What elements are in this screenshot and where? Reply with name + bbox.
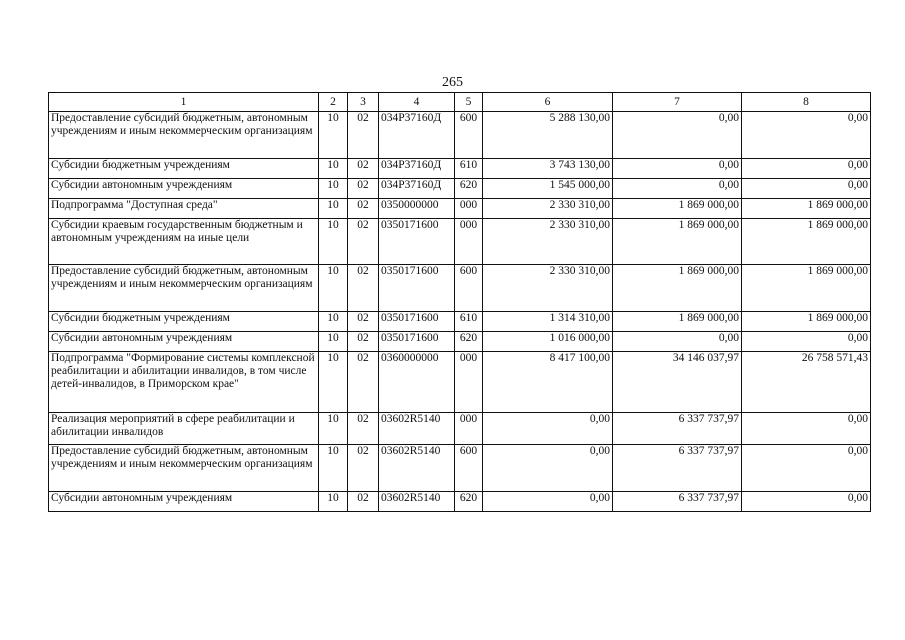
row-name-cell: Предоставление субсидий бюджетным, автономным учреждениям и иным некоммерческим организациям bbox=[49, 265, 319, 312]
column-header: 8 bbox=[742, 93, 871, 112]
row-expense-type-cell: 000 bbox=[455, 413, 483, 445]
table-row bbox=[49, 413, 871, 445]
row-amount-col7-cell: 0,00 bbox=[613, 179, 742, 199]
row-expense-type-cell: 000 bbox=[455, 219, 483, 265]
table-row bbox=[49, 112, 871, 159]
row-subsection-cell: 02 bbox=[348, 312, 379, 332]
row-subsection-cell: 02 bbox=[348, 492, 379, 512]
row-target-article-cell: 03602R5140 bbox=[379, 413, 455, 445]
row-amount-col7-cell: 1 869 000,00 bbox=[613, 199, 742, 219]
row-section-cell: 10 bbox=[319, 413, 348, 445]
column-header: 5 bbox=[455, 93, 483, 112]
row-section-cell: 10 bbox=[319, 179, 348, 199]
row-target-article-cell: 0350171600 bbox=[379, 219, 455, 265]
row-expense-type-cell: 000 bbox=[455, 199, 483, 219]
row-amount-col6-cell: 0,00 bbox=[483, 492, 613, 512]
row-section-cell: 10 bbox=[319, 352, 348, 413]
row-amount-col8-cell: 0,00 bbox=[742, 159, 871, 179]
row-target-article-cell: 0350000000 bbox=[379, 199, 455, 219]
table-row bbox=[49, 352, 871, 413]
row-amount-col6-cell: 8 417 100,00 bbox=[483, 352, 613, 413]
row-expense-type-cell: 600 bbox=[455, 265, 483, 312]
row-amount-col8-cell: 0,00 bbox=[742, 413, 871, 445]
table-row bbox=[49, 312, 871, 332]
row-amount-col7-cell: 6 337 737,97 bbox=[613, 445, 742, 492]
table-row bbox=[49, 492, 871, 512]
column-header: 7 bbox=[613, 93, 742, 112]
table-row bbox=[49, 199, 871, 219]
row-target-article-cell: 034P37160Д bbox=[379, 179, 455, 199]
row-amount-col7-cell: 0,00 bbox=[613, 159, 742, 179]
row-amount-col7-cell: 1 869 000,00 bbox=[613, 265, 742, 312]
row-name-cell: Подпрограмма "Формирование системы комплексной реабилитации и абилитации инвалидов, в том числе детей-инвалидов, в Приморском крае" bbox=[49, 352, 319, 413]
row-section-cell: 10 bbox=[319, 492, 348, 512]
row-section-cell: 10 bbox=[319, 312, 348, 332]
row-subsection-cell: 02 bbox=[348, 219, 379, 265]
row-name-cell: Субсидии краевым государственным бюджетным и автономным учреждениям на иные цели bbox=[49, 219, 319, 265]
row-subsection-cell: 02 bbox=[348, 179, 379, 199]
row-amount-col7-cell: 1 869 000,00 bbox=[613, 219, 742, 265]
row-subsection-cell: 02 bbox=[348, 413, 379, 445]
row-section-cell: 10 bbox=[319, 159, 348, 179]
page-number: 265 bbox=[442, 75, 463, 90]
row-name-cell: Подпрограмма "Доступная среда" bbox=[49, 199, 319, 219]
column-header: 2 bbox=[319, 93, 348, 112]
row-target-article-cell: 0350171600 bbox=[379, 265, 455, 312]
row-amount-col8-cell: 0,00 bbox=[742, 112, 871, 159]
row-amount-col7-cell: 1 869 000,00 bbox=[613, 312, 742, 332]
row-section-cell: 10 bbox=[319, 112, 348, 159]
row-expense-type-cell: 620 bbox=[455, 332, 483, 352]
row-amount-col7-cell: 34 146 037,97 bbox=[613, 352, 742, 413]
row-amount-col8-cell: 0,00 bbox=[742, 332, 871, 352]
row-amount-col8-cell: 0,00 bbox=[742, 492, 871, 512]
row-target-article-cell: 034P37160Д bbox=[379, 159, 455, 179]
row-amount-col8-cell: 1 869 000,00 bbox=[742, 199, 871, 219]
row-name-cell: Предоставление субсидий бюджетным, автономным учреждениям и иным некоммерческим организациям bbox=[49, 112, 319, 159]
row-subsection-cell: 02 bbox=[348, 112, 379, 159]
row-amount-col8-cell: 1 869 000,00 bbox=[742, 312, 871, 332]
row-amount-col6-cell: 3 743 130,00 bbox=[483, 159, 613, 179]
row-target-article-cell: 03602R5140 bbox=[379, 445, 455, 492]
row-amount-col8-cell: 0,00 bbox=[742, 179, 871, 199]
table-row bbox=[49, 265, 871, 312]
row-expense-type-cell: 610 bbox=[455, 159, 483, 179]
row-amount-col6-cell: 1 545 000,00 bbox=[483, 179, 613, 199]
row-amount-col6-cell: 0,00 bbox=[483, 413, 613, 445]
row-name-cell: Субсидии бюджетным учреждениям bbox=[49, 312, 319, 332]
row-amount-col7-cell: 6 337 737,97 bbox=[613, 413, 742, 445]
row-amount-col6-cell: 2 330 310,00 bbox=[483, 199, 613, 219]
row-name-cell: Предоставление субсидий бюджетным, автономным учреждениям и иным некоммерческим организациям bbox=[49, 445, 319, 492]
row-amount-col6-cell: 5 288 130,00 bbox=[483, 112, 613, 159]
budget-table bbox=[48, 92, 871, 512]
table-row bbox=[49, 445, 871, 492]
header-row bbox=[49, 93, 871, 112]
row-name-cell: Субсидии бюджетным учреждениям bbox=[49, 159, 319, 179]
row-amount-col8-cell: 1 869 000,00 bbox=[742, 265, 871, 312]
table-row bbox=[49, 179, 871, 199]
row-name-cell: Реализация мероприятий в сфере реабилитации и абилитации инвалидов bbox=[49, 413, 319, 445]
row-expense-type-cell: 000 bbox=[455, 352, 483, 413]
row-name-cell: Субсидии автономным учреждениям bbox=[49, 332, 319, 352]
row-target-article-cell: 034P37160Д bbox=[379, 112, 455, 159]
row-expense-type-cell: 620 bbox=[455, 179, 483, 199]
row-section-cell: 10 bbox=[319, 199, 348, 219]
row-subsection-cell: 02 bbox=[348, 159, 379, 179]
column-header: 4 bbox=[379, 93, 455, 112]
row-amount-col7-cell: 6 337 737,97 bbox=[613, 492, 742, 512]
row-amount-col6-cell: 2 330 310,00 bbox=[483, 265, 613, 312]
row-expense-type-cell: 620 bbox=[455, 492, 483, 512]
row-target-article-cell: 03602R5140 bbox=[379, 492, 455, 512]
column-header: 3 bbox=[348, 93, 379, 112]
row-subsection-cell: 02 bbox=[348, 332, 379, 352]
row-section-cell: 10 bbox=[319, 265, 348, 312]
row-name-cell: Субсидии автономным учреждениям bbox=[49, 492, 319, 512]
row-expense-type-cell: 600 bbox=[455, 112, 483, 159]
row-expense-type-cell: 600 bbox=[455, 445, 483, 492]
row-subsection-cell: 02 bbox=[348, 265, 379, 312]
row-expense-type-cell: 610 bbox=[455, 312, 483, 332]
row-subsection-cell: 02 bbox=[348, 445, 379, 492]
row-section-cell: 10 bbox=[319, 219, 348, 265]
row-section-cell: 10 bbox=[319, 332, 348, 352]
row-amount-col6-cell: 1 314 310,00 bbox=[483, 312, 613, 332]
row-subsection-cell: 02 bbox=[348, 352, 379, 413]
row-amount-col6-cell: 2 330 310,00 bbox=[483, 219, 613, 265]
column-header: 6 bbox=[483, 93, 613, 112]
row-name-cell: Субсидии автономным учреждениям bbox=[49, 179, 319, 199]
row-amount-col7-cell: 0,00 bbox=[613, 112, 742, 159]
row-amount-col8-cell: 0,00 bbox=[742, 445, 871, 492]
table-row bbox=[49, 159, 871, 179]
row-target-article-cell: 0360000000 bbox=[379, 352, 455, 413]
column-header: 1 bbox=[49, 93, 319, 112]
row-amount-col8-cell: 1 869 000,00 bbox=[742, 219, 871, 265]
row-amount-col6-cell: 0,00 bbox=[483, 445, 613, 492]
row-subsection-cell: 02 bbox=[348, 199, 379, 219]
row-target-article-cell: 0350171600 bbox=[379, 332, 455, 352]
row-amount-col7-cell: 0,00 bbox=[613, 332, 742, 352]
table-row bbox=[49, 219, 871, 265]
row-target-article-cell: 0350171600 bbox=[379, 312, 455, 332]
row-amount-col6-cell: 1 016 000,00 bbox=[483, 332, 613, 352]
row-amount-col8-cell: 26 758 571,43 bbox=[742, 352, 871, 413]
row-section-cell: 10 bbox=[319, 445, 348, 492]
table-row bbox=[49, 332, 871, 352]
